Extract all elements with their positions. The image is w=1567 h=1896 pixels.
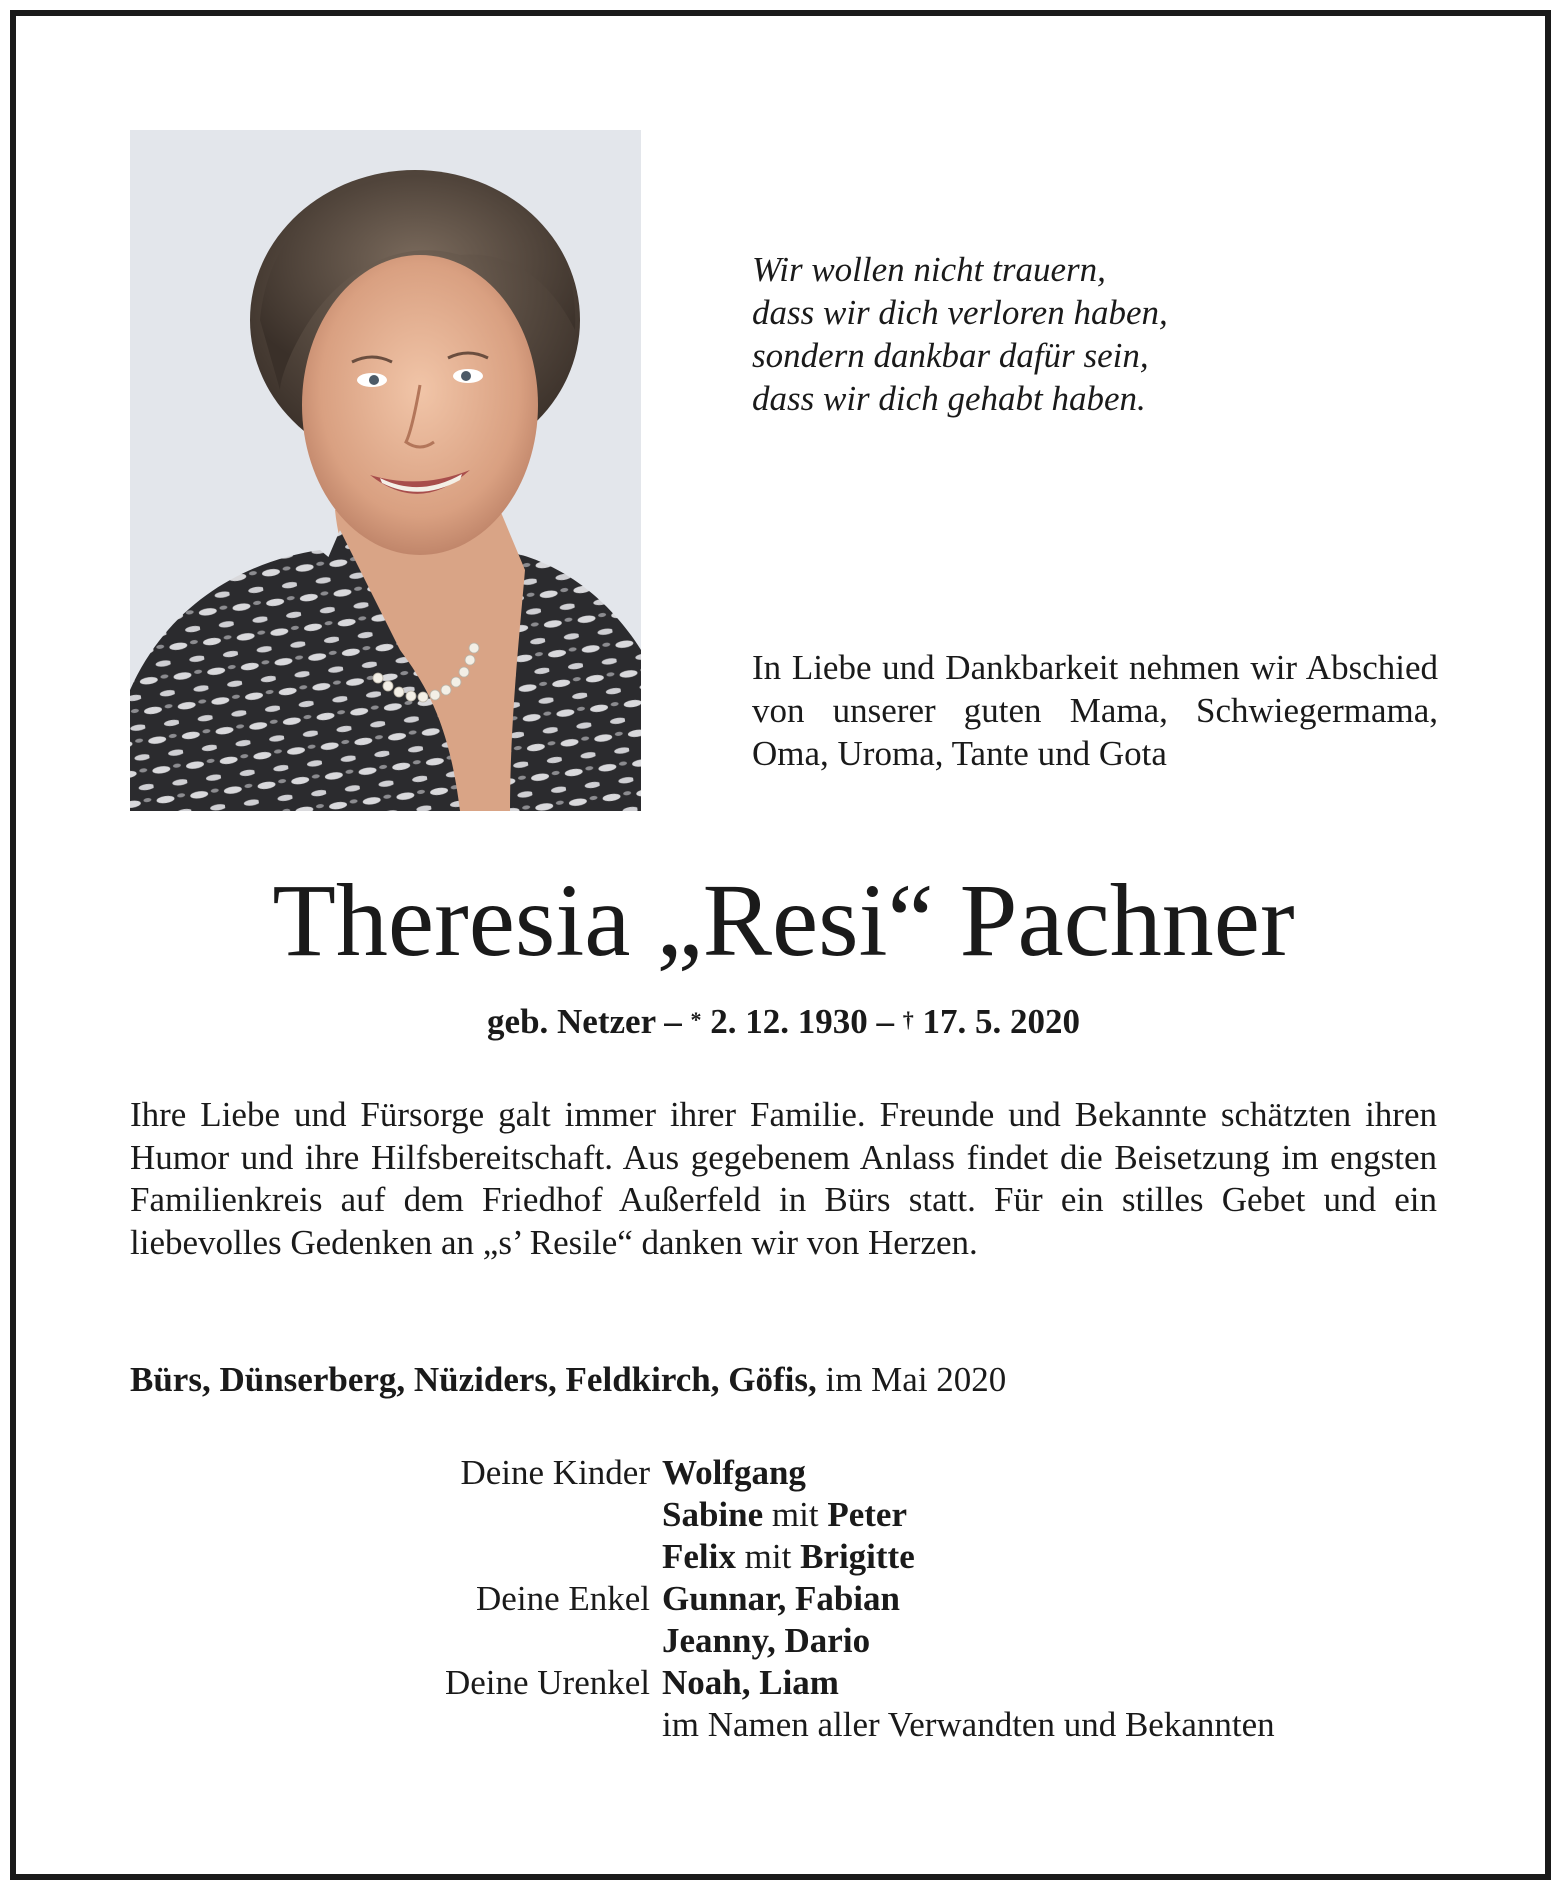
signer-names: [662, 1494, 907, 1536]
death-symbol: †: [902, 1007, 914, 1032]
signer-name: Jeanny, Dario: [662, 1621, 871, 1660]
connector: mit: [763, 1495, 828, 1534]
portrait-photo: [130, 130, 641, 811]
signer-name: Sabine: [662, 1495, 764, 1534]
poem-line: Wir wollen nicht trauern,: [752, 250, 1106, 289]
enkel-label: Deine Enkel: [476, 1579, 650, 1618]
poem-line: dass wir dich verloren haben,: [752, 293, 1168, 332]
closing-line: im Namen aller Verwandten und Bekannten: [662, 1705, 1275, 1744]
signer-name: Wolfgang: [662, 1453, 806, 1492]
signer-name: Felix: [662, 1537, 736, 1576]
body-text: Ihre Liebe und Fürsorge galt immer ihrer Familie. Freunde und Bekannte schätzten ihren Humor und ihre Hilfsbereitschaft. Aus gegebenem Anlass findet die Beisetzung im engsten Familienkreis auf dem Friedhof Außerfeld in Bürs statt. Für ein stilles Gebet und ein liebevolles Gedenken an „s’ Resile“ danken wir von Herzen.: [130, 1095, 1437, 1262]
signer-row: [130, 1578, 1437, 1620]
signer-name: Gunnar, Fabian: [662, 1579, 900, 1618]
separator: –: [867, 1002, 903, 1041]
places-line: [130, 1358, 1437, 1402]
poem: [752, 248, 1312, 420]
signer-name: Brigitte: [800, 1537, 915, 1576]
signer-name: Noah, Liam: [662, 1663, 839, 1702]
signer-names: [662, 1452, 806, 1494]
poem-line: dass wir dich gehabt haben.: [752, 379, 1146, 418]
signer-row: [130, 1620, 1437, 1662]
deceased-name: Theresia „Resi“ Pachner: [272, 863, 1295, 978]
separator: –: [655, 1002, 691, 1041]
signer-row: [130, 1662, 1437, 1704]
signer-name: Peter: [827, 1495, 907, 1534]
intro-text: In Liebe und Dankbarkeit nehmen wir Abschied von unserer guten Mama, Schwiegermama, Oma, Uroma, Tante und Gota: [752, 648, 1438, 773]
connector: mit: [735, 1537, 801, 1576]
kinder-label: Deine Kinder: [460, 1453, 650, 1492]
birth-name: geb. Netzer: [487, 1002, 656, 1041]
poem-line: sondern dankbar dafür sein,: [752, 336, 1149, 375]
signer-row: [130, 1452, 1437, 1494]
urenkel-label: Deine Urenkel: [444, 1663, 650, 1702]
signer-row: [130, 1704, 1437, 1746]
life-dates: [130, 1000, 1437, 1044]
signer-names: [662, 1536, 915, 1578]
signer-names: [662, 1578, 900, 1620]
signer-names: [662, 1620, 870, 1662]
signer-row: [130, 1536, 1437, 1578]
birth-date: 2. 12. 1930: [701, 1002, 868, 1041]
signer-row: [130, 1494, 1437, 1536]
signers: [130, 1452, 1437, 1746]
place-date: im Mai 2020: [816, 1360, 1007, 1399]
death-date: 17. 5. 2020: [913, 1002, 1080, 1041]
signer-names: [662, 1662, 839, 1704]
place-names: Bürs, Dünserberg, Nüziders, Feldkirch, Göfis,: [130, 1360, 817, 1399]
birth-symbol: *: [690, 1007, 702, 1032]
